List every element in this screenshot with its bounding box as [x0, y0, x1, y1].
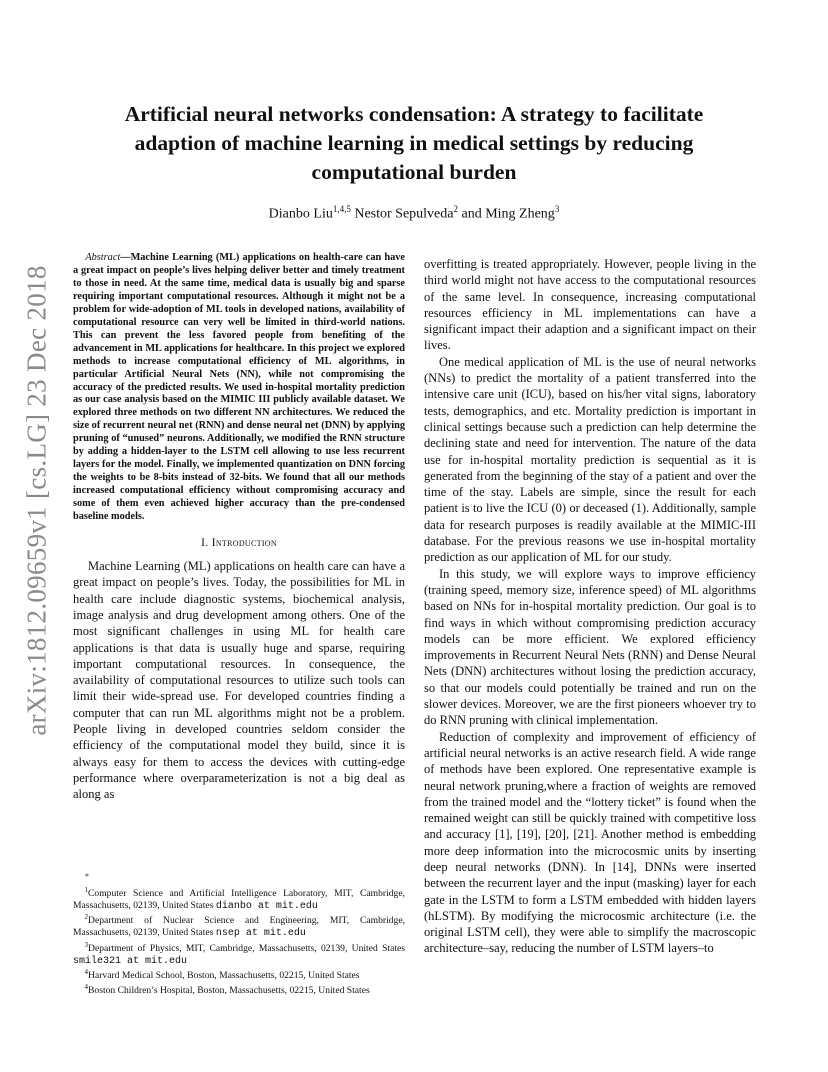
author-2-name: Nestor Sepulveda — [354, 206, 454, 222]
author-1-name: Dianbo Liu — [268, 206, 333, 222]
abstract-text: Machine Learning (ML) applications on health-care can have a great impact on people’s lives helping deliver better and timely treatment to those in need. At the same time, medical data is usually big and sparse requiring important computational resources. Although it might not be a problem for wide-adoption of ML tools in developed nations, availability of computational resource can very well be limited in third-world nations. This can prevent the less favored people from benefiting of the advancement in ML applications for healthcare. In this project we explored methods to increase computational efficiency of ML algorithms, in particular Artificial Neural Nets (NN), while not compromising the accuracy of the predicted results. We used in-hospital mortality prediction as our case analysis based on the MIMIC III publicly available dataset. We explored three methods on two different NN architectures. We reduced the size of recurrent neural net (RNN) and dense neural net (DNN) by applying pruning of “unused” neurons. Additionally, we modified the RNN structure by adding a hidden-layer to the LSTM cell allowing to use less recurrent layers for the model. Finally, we implemented quantization on DNN forcing the weights to be 8-bits instead of 32-bits. We found that all our methods increased computational efficiency without compromising accuracy and some of them even achieved higher accuracy than the pre-condensed baseline models. — [73, 252, 405, 523]
right-column — [424, 256, 756, 957]
intro-paragraph-2: One medical application of ML is the use of neural networks (NNs) to predict the mortality of a patient transferred into the intensive care unit (ICU), based on his/her vital signs, laboratory tests, demographics, and etc. Mortality prediction is important in clinical settings because such a prediction can help determine the declining state and need for intervention. The nature of the data use for in-hospital mortality prediction is sequential as it is generated from the beginning of the stay of a patient and over the time of the stay. Labels are simple, since the result for each patient is to live the ICU (0) or deceased (1). Additionally, sample data for research purposes is readily available at the MIMIC-III database. For the previous reasons we use in-hospital mortality prediction as our application of ML for our study. — [424, 354, 756, 565]
footnote-5-number: 4 — [84, 982, 89, 991]
footnote-2-email: nsep at mit.edu — [215, 928, 306, 940]
arxiv-identifier-text: arXiv:1812.09659v1 [cs.LG] 23 Dec 2018 — [21, 264, 52, 736]
author-1-affiliation: 1,4,5 — [332, 204, 351, 214]
footnote-2-text: Department of Nuclear Science and Engineering, MIT, Cambridge, Massachusetts, 02139, United States — [73, 915, 405, 939]
footnotes — [73, 872, 405, 997]
footnote-1-number: 1 — [84, 886, 89, 894]
footnote-marker: * — [85, 872, 89, 881]
footnote-4-number: 4 — [84, 968, 89, 977]
section-numeral: I. — [201, 537, 209, 550]
intro-paragraph-continued: overfitting is treated appropriately. However, people living in the third world might not have access to the computational resources of the same level. In consequence, increasing computational resources efficiency in ML implementations can have a significant impact their adaption and a significant impact on their lives. — [424, 257, 756, 353]
footnote-1-email: dianbo at mit.edu — [215, 900, 318, 912]
footnote-3 — [73, 940, 405, 967]
left-column — [73, 252, 405, 802]
footnote-5 — [73, 982, 405, 997]
paper-title: Artificial neural networks condensation: A strategy to facilitate adaption of machine learning in medical settings by reducing computational burden — [124, 102, 704, 184]
author-3-name: and Ming Zheng — [461, 206, 555, 222]
author-3-affiliation: 3 — [554, 204, 560, 214]
footnote-2-number: 2 — [84, 913, 89, 922]
footnote-3-number: 3 — [84, 940, 89, 949]
intro-paragraph-3: In this study, we will explore ways to improve efficiency (training speed, memory size, inference speed) of ML algorithms based on NNs for in-hospital mortality prediction. Our goal is to find ways in which without compromising prediction accuracy models can be more efficient. We explored efficiency improvements in Recurrent Neural Nets (RNN) and Dense Neural Nets (DNN) architectures without losing the prediction accuracy, so that our models could potentially be trained and run on the slower devices. Moreover, we are the first pioneers whoever try to do RNN pruning with clinical implementation. — [424, 566, 756, 728]
intro-paragraph-1: Machine Learning (ML) applications on health care can have a great impact on people’s lives. Today, the possibilities for ML in health care include diagnostic systems, biochemical analysis, image analysis and drug development among others. One of the most significant challenges in using ML for health care applications is that data is usually huge and sparse, requiring important computational resources. In consequence, the availability of computational resources to utilize such tools can limit their wide-spread use. For developed countries finding a computer that can run ML algorithms might not be a problem. People living in developed countries seldom consider the efficiency of the computational model they build, since it is always easy for them to access the devices with cutting-edge performance where overparameterization is not a big deal as along as — [73, 559, 405, 802]
abstract-label: Abstract — [85, 252, 121, 263]
section-title: Introduction — [211, 535, 277, 550]
section-heading-introduction — [73, 535, 405, 550]
footnote-1-text: Computer Science and Artificial Intelligence Laboratory, MIT, Cambridge, Massachusetts, 02139, United States — [73, 888, 405, 911]
footnote-4-text: Harvard Medical School, Boston, Massachusetts, 02215, United States — [88, 970, 360, 982]
arxiv-identifier-sidebar — [21, 264, 53, 736]
footnote-2 — [73, 912, 405, 939]
footnote-5-text: Boston Children’s Hospital, Boston, Massachusetts, 02215, United States — [88, 985, 370, 997]
intro-paragraph-4: Reduction of complexity and improvement of efficiency of artificial neural networks is an active research field. A wide range of methods have been explored. One representative example is neural network pruning,where a fraction of weights are removed from the trained model and the “lottery ticket” is found when the remained weight can still be quickly trained with competitive loss and accuracy [1], [19], [20], [21]. Another method is embedding more deep information into the microcosmic units by inserting deep neural networks (DNN). In [14], DNNs were inserted between the recurrent layer and the input (masking) layer for each gate in the LSTM to form a LSTM embedded with hidden layers (hLSTM). By modifying the microcosmic architecture (i.e. the original LSTM cell), they were able to simplify the macroscopic architecture–say, reducing the number of LSTM layers–to — [424, 729, 756, 956]
footnote-3-text: Department of Physics, MIT, Cambridge, Massachusetts, 02139, United States — [88, 942, 405, 954]
abstract-dash: — — [120, 252, 131, 263]
abstract — [73, 252, 405, 524]
author-2-affiliation: 2 — [453, 204, 458, 214]
footnote-1 — [73, 885, 405, 912]
author-list — [90, 204, 738, 223]
footnote-3-email: smile321 at mit.edu — [73, 955, 188, 967]
footnote-4 — [73, 967, 405, 982]
